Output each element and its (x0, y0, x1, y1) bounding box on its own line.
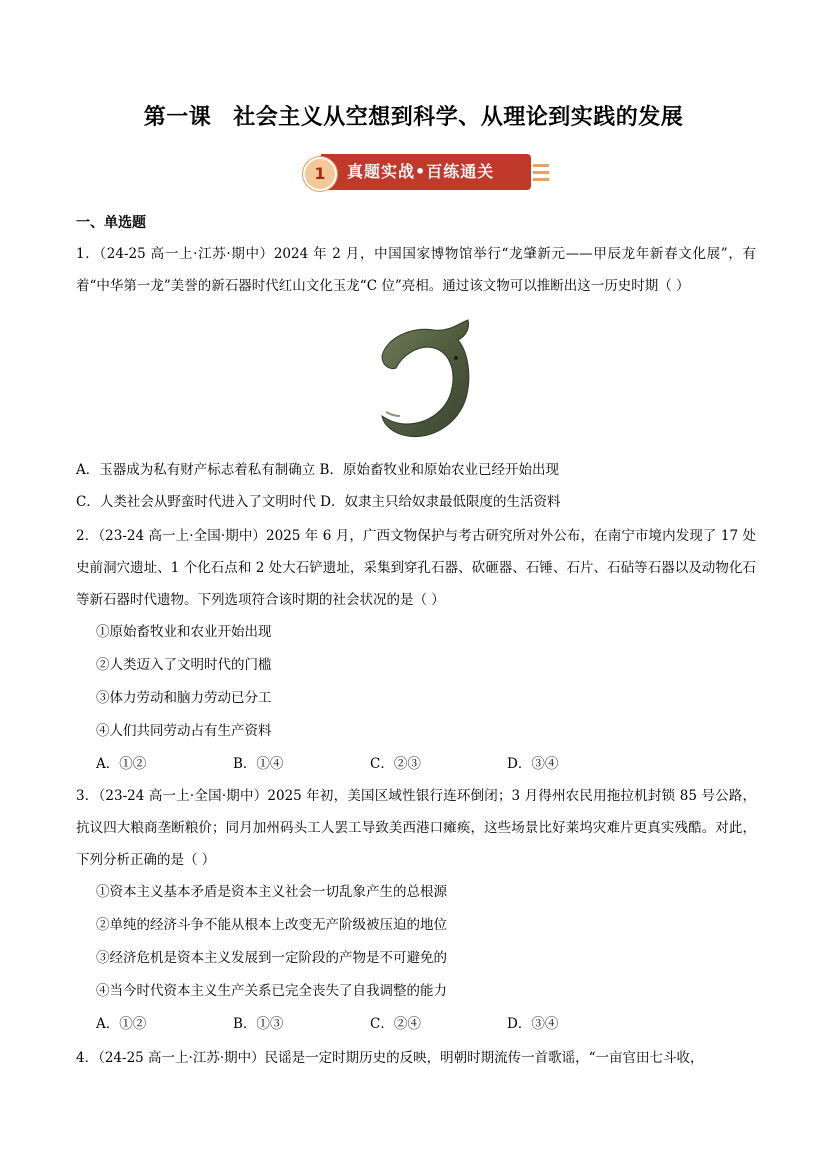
question-4 (76, 1042, 756, 1074)
question-1-options (76, 454, 756, 518)
option-a[interactable]: A．①② (96, 1016, 147, 1032)
statement-1: ①资本主义基本矛盾是资本主义社会一切乱象产生的总根源 (96, 884, 447, 900)
option-c[interactable]: C．②④ (370, 1016, 421, 1032)
statement-3: ③体力劳动和脑力劳动已分工 (96, 690, 272, 706)
question-3-options (76, 1008, 756, 1041)
question-3 (76, 780, 756, 1041)
statement-2: ②人类迈入了文明时代的门槛 (96, 657, 272, 673)
option-d[interactable]: D．③④ (507, 756, 559, 772)
page-title (0, 100, 827, 131)
banner-stripes-icon (533, 164, 549, 185)
banner-text: 真题实战•百练通关 (347, 162, 495, 181)
option-a[interactable]: A．玉器成为私有财产标志着私有制确立 (76, 462, 316, 478)
option-b[interactable]: B．原始畜牧业和原始农业已经开始出现 (319, 462, 559, 478)
option-d[interactable]: D．③④ (507, 1016, 559, 1032)
statement-4: ④当今时代资本主义生产关系已完全丧失了自我调整的能力 (96, 983, 447, 999)
section-banner (303, 152, 549, 192)
question-2-options (76, 748, 756, 781)
option-c[interactable]: C．②③ (370, 756, 421, 772)
question-stem: 4．（24-25 高一上·江苏·期中）民谣是一定时期历史的反映，明朝时期流传一首歌谣，“一亩官田七斗收， (76, 1050, 704, 1066)
option-a[interactable]: A．①② (96, 756, 147, 772)
option-b[interactable]: B．①④ (233, 756, 284, 772)
banner-number-badge: 1 (303, 157, 337, 191)
banner-body (321, 154, 531, 190)
statement-4: ④人们共同劳动占有生产资料 (96, 723, 272, 739)
section-heading: 一、单选题 (76, 215, 146, 231)
question-stem: 2．（23-24 高一上·全国·期中）2025 年 6 月，广西文物保护与考古研究所对外公布，在南宁市境内发现了 17 处史前洞穴遗址、1 个化石点和 2 处大石铲遗址，采集到穿孔石器、砍砸器、石锤、石片、石砧等石器以及动物化石等新石器时代遗物。下列选项符合该时期的社会状况的是（ ） (76, 528, 756, 608)
statement-2: ②单纯的经济斗争不能从根本上改变无产阶级被压迫的地位 (96, 917, 447, 933)
option-b[interactable]: B．①③ (233, 1016, 284, 1032)
title-lesson: 第一课 (143, 105, 212, 130)
option-c[interactable]: C．人类社会从野蛮时代进入了文明时代 (76, 494, 316, 510)
question-stem: 3．（23-24 高一上·全国·期中）2025 年初，美国区域性银行连环倒闭；3 月得州农民用拖拉机封锁 85 号公路，抗议四大粮商垄断粮价；同月加州码头工人罢工导致美西港口瘫痪，这些场景比好莱坞灾难片更真实残酷。对此，下列分析正确的是（ ） (76, 788, 756, 868)
question-2 (76, 520, 756, 781)
option-d[interactable]: D．奴隶主只给奴隶最低限度的生活资料 (320, 494, 561, 510)
statement-3: ③经济危机是资本主义发展到一定阶段的产物是不可避免的 (96, 950, 447, 966)
question-1 (76, 238, 756, 302)
jade-dragon-icon (372, 316, 476, 444)
title-topic: 社会主义从空想到科学、从理论到实践的发展 (233, 105, 684, 130)
statement-1: ①原始畜牧业和农业开始出现 (96, 624, 272, 640)
question-stem: 1．（24-25 高一上·江苏·期中）2024 年 2 月，中国国家博物馆举行“龙肇新元——甲辰龙年新春文化展”，有着“中华第一龙”美誉的新石器时代红山文化玉龙“C 位”亮相。通过该文物可以推断出这一历史时期（ ） (76, 246, 756, 294)
